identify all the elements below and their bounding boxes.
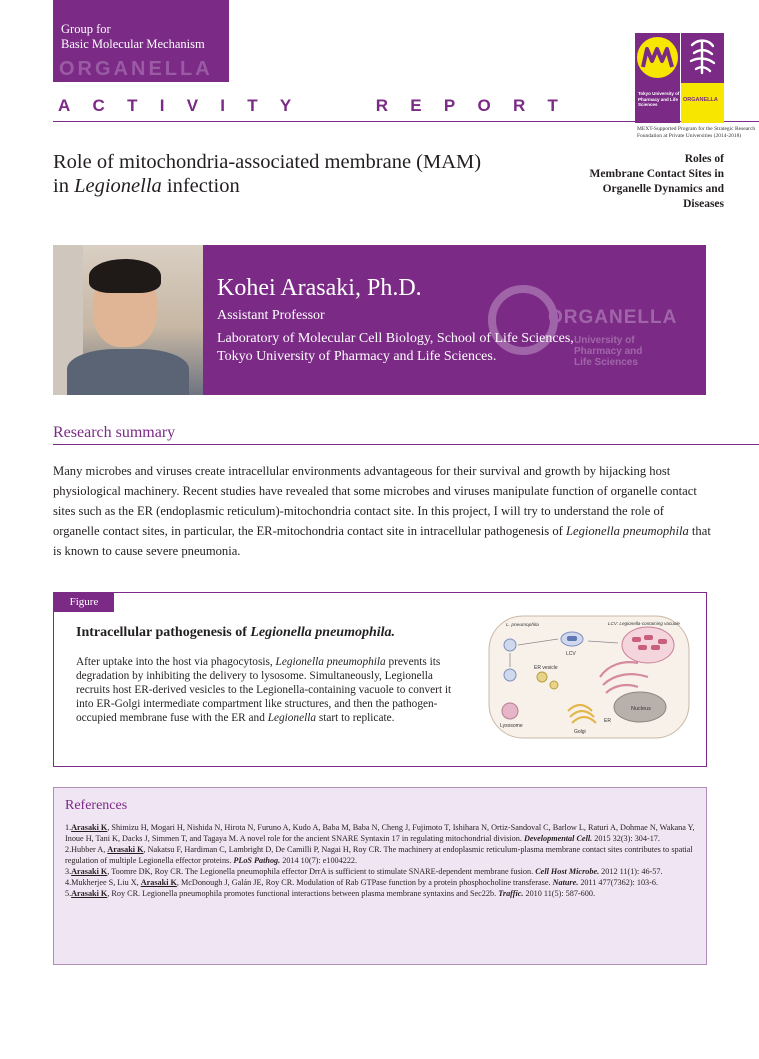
activity-letter: I <box>220 96 226 115</box>
lcv-label: LCV <box>566 651 576 657</box>
ref-tail: 2014 10(7): e1004222. <box>280 856 358 865</box>
watermark-text: ORGANELLA <box>548 307 678 328</box>
ref-text: , Roy CR. Legionella pneumophila promotes functional interactions between plasma membrane syntaxins and Sec22b. <box>107 889 499 898</box>
activity-report-heading <box>58 96 558 116</box>
phagosome-shape <box>504 639 516 651</box>
ref-journal: Traffic. <box>498 889 524 898</box>
caption-italic: Legionella pneumophila <box>275 656 386 668</box>
reference-item <box>65 877 701 888</box>
reference-item <box>65 866 701 877</box>
ref-text: , McDonough J, Galán JE, Roy CR. Modulation of Rab GTPase function by a protein phosphocholine transferase. <box>176 878 553 887</box>
ref-author-highlight: Arasaki K <box>71 889 108 898</box>
er-label: ER <box>604 718 611 724</box>
phagosome-shape <box>504 669 516 681</box>
lcv-legend-label: LCV: Legionella-containing vacuole <box>608 621 680 626</box>
reference-item <box>65 822 701 844</box>
ref-tail: 2010 11(5): 587-600. <box>523 889 595 898</box>
activity-letter: I <box>159 96 165 115</box>
references-list <box>65 822 701 899</box>
organella-logo-text: ORGANELLA <box>683 97 718 103</box>
er-vesicle-label: ER vesicle <box>534 665 558 671</box>
summary-italic: Legionella pneumophila <box>566 524 689 538</box>
bacterium-shape <box>644 635 653 640</box>
er-vesicle-shape <box>537 672 547 682</box>
photo-shirt <box>67 349 189 395</box>
activity-letter: V <box>186 96 199 115</box>
figure-caption <box>76 655 466 725</box>
references-heading: References <box>65 798 128 813</box>
title-prefix: in <box>53 175 75 197</box>
university-logo-text: Tokyo University of Pharmacy and Life Sciences <box>638 91 680 107</box>
research-summary-text <box>53 461 713 561</box>
figure-title <box>76 625 395 641</box>
caption-part: After uptake into the host via phagocytosis, <box>76 656 276 668</box>
reference-item <box>65 844 701 866</box>
bacterium-shape <box>632 637 641 642</box>
caption-italic: Legionella <box>267 712 317 724</box>
report-letter: O <box>477 96 491 115</box>
bacterium-shape <box>567 636 577 641</box>
title-line-1: Role of mitochondria-associated membrane (MAM) <box>53 151 482 173</box>
watermark-sub-line: Pharmacy and <box>574 346 643 357</box>
figure-title-italic: Legionella pneumophila. <box>250 625 396 640</box>
ref-journal: Cell Host Microbe. <box>535 867 600 876</box>
summary-part: that is known to cause severe pneumonia. <box>53 524 711 558</box>
research-summary-heading: Research summary <box>53 424 176 441</box>
ref-tail: 2015 32(3): 304-17. <box>592 834 660 843</box>
report-letter: R <box>375 96 389 115</box>
university-logo <box>635 33 680 123</box>
group-line-1: Group for <box>61 22 111 36</box>
ref-author-highlight: Arasaki K <box>140 878 177 887</box>
ref-tail: 2012 11(1): 46-57. <box>599 867 663 876</box>
watermark-sub-line: University of <box>574 335 635 346</box>
lysosome-shape <box>502 703 518 719</box>
lysosome-label: Lysosome <box>500 723 523 729</box>
program-title-line: Membrane Contact Sites in <box>589 168 724 180</box>
activity-letter: C <box>92 96 105 115</box>
ref-prefix: 3. <box>65 867 72 876</box>
activity-letter: T <box>247 96 258 115</box>
logo-yellow-bar <box>681 83 724 123</box>
activity-letter: Y <box>279 96 292 115</box>
activity-letter: T <box>127 96 138 115</box>
golgi-label: Golgi <box>574 729 586 735</box>
caption-part: start to replicate. <box>316 712 395 724</box>
program-title-line: Roles of <box>684 153 724 165</box>
ref-prefix: 2.Hubber A, <box>65 845 108 854</box>
nucleus-label: Nucleus <box>631 706 651 712</box>
mam-mark-icon <box>637 37 678 78</box>
replicative-vacuole <box>622 627 674 663</box>
ref-author-highlight: Arasaki K <box>71 823 108 832</box>
figure-box <box>53 592 707 767</box>
references-box <box>53 787 707 965</box>
figure-title-part: Intracellular pathogenesis of <box>76 625 251 640</box>
group-banner <box>53 0 229 82</box>
ref-author-highlight: Arasaki K <box>71 867 108 876</box>
report-letter: T <box>547 96 558 115</box>
profile-banner <box>53 245 706 395</box>
ref-journal: Nature. <box>552 878 579 887</box>
pathogenesis-diagram <box>488 615 690 739</box>
author-photo <box>53 245 203 395</box>
author-affiliation-2: Tokyo University of Pharmacy and Life Sciences. <box>217 349 497 364</box>
bacterium-shape <box>638 645 647 650</box>
organella-glyph-icon <box>684 37 721 77</box>
pneumophila-label: L. pneumophila <box>506 623 539 628</box>
group-line-2: Basic Molecular Mechanism <box>61 37 205 51</box>
reference-item <box>65 888 701 899</box>
ref-journal: Developmental Cell. <box>523 834 593 843</box>
title-rest: infection <box>161 175 240 197</box>
ref-author-highlight: Arasaki K <box>107 845 144 854</box>
ref-prefix: 5. <box>65 889 72 898</box>
figure-tag: Figure <box>54 593 114 612</box>
report-letter: E <box>410 96 422 115</box>
spacer <box>314 96 354 116</box>
organella-logo <box>681 33 724 123</box>
author-name: Kohei Arasaki, Ph.D. <box>217 275 422 301</box>
photo-hair <box>89 259 161 293</box>
ref-text: , Nakatsu F, Hardiman C, Lambright D, De Camilli P, Nagai H, Roy CR. The machinery at endoplasmic reticulum-plasma membrane contact sites contributes to spatial regulation of multiple Legionella effector proteins. <box>65 845 693 865</box>
report-title <box>53 150 481 198</box>
mext-note: MEXT-Supported Program for the Strategic Research Foundation at Private Universities (2014-2018) <box>637 126 756 139</box>
caption-part: prevents its degradation by inhibiting the delivery to lysosome. Simultaneously, Legionella recruits host ER-derived vesicles to the Legionella-containing vacuole to convert it into ER-Golgi intermediate compartment like structures, and then the pathogen-occupied membrane fuse with the ER and <box>76 656 452 724</box>
report-letter: R <box>512 96 526 115</box>
organella-wordmark: ORGANELLA <box>59 58 213 80</box>
bacterium-shape <box>651 645 660 650</box>
title-italic: Legionella <box>74 175 162 197</box>
author-affiliation-1: Laboratory of Molecular Cell Biology, School of Life Sciences, <box>217 331 574 346</box>
watermark-sub-line: Life Sciences <box>574 357 638 368</box>
activity-letter: A <box>58 96 71 115</box>
bacterium-shape <box>658 639 667 644</box>
ref-tail: 2011 477(7362): 103-6. <box>578 878 659 887</box>
ref-prefix: 4.Mukherjee S, Liu X, <box>65 878 141 887</box>
summary-part: Many microbes and viruses create intracellular environments advantageous for their survival and growth by hijacking host physiological machinery. Recent studies have revealed that some microbes and viruses manipulate function of organelle contact sites such as the ER (endoplasmic reticulum)-mitochondria contact site. In this project, I will try to understand the role of organelle contact sites, in particular, the ER-mitochondria contact site in intracellular pathogenesis of <box>53 464 697 538</box>
program-title <box>590 152 724 212</box>
author-role: Assistant Professor <box>217 308 325 323</box>
ref-prefix: 1. <box>65 823 72 832</box>
mam-circle-logo <box>637 37 678 78</box>
er-vesicle-shape <box>550 681 558 689</box>
program-title-line: Diseases <box>683 198 724 210</box>
watermark-sub <box>574 335 642 368</box>
program-title-line: Organelle Dynamics and <box>602 183 724 195</box>
research-rule <box>53 444 759 445</box>
title-line-2 <box>53 174 481 198</box>
ref-journal: PLoS Pathog. <box>233 856 281 865</box>
ref-text: , Toomre DK, Roy CR. The Legionella pneumophila effector DrrA is sufficient to stimulate SNARE-dependent membrane fusion. <box>107 867 536 876</box>
report-letter: P <box>443 96 456 115</box>
ref-text: , Shimizu H, Mogari H, Nishida N, Hirota N, Furuno A, Kudo A, Baba M, Baba N, Cheng J, Fujimoto T, Ishihara N, Ortiz-Sandoval C, Barlow L, Raturi A, Dohmae N, Wakana Y, Inoue H, Tani K, Dacks J, Simmen T, and Tagaya M. A novel role for the ancient SNARE Syntaxin 17 in regulating mitochondrial division. <box>65 823 695 843</box>
